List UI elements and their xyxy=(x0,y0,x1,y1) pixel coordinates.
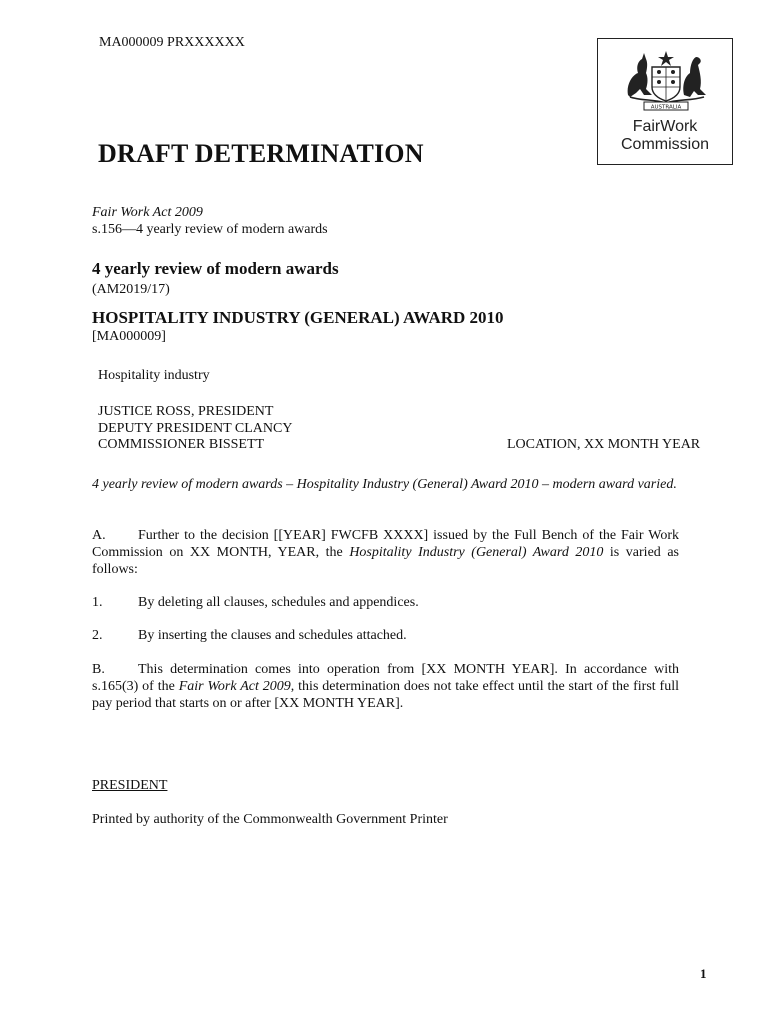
logo-name-line2: Commission xyxy=(620,136,709,153)
paragraph-1 xyxy=(92,594,679,611)
section-reference: s.156—4 yearly review of modern awards xyxy=(92,222,328,237)
paragraph-b xyxy=(92,661,679,712)
paragraph-text: By inserting the clauses and schedules attached. xyxy=(138,628,407,643)
award-name-italic: Hospitality Industry (General) Award 2010 xyxy=(349,545,604,560)
logo-name-line1: FairWork xyxy=(632,118,698,135)
paragraph-text: , this determination does not take effect until the start of the first full pay period that starts on or after [XX MONTH YEAR]. xyxy=(92,679,679,711)
paragraph-text: This determination comes into operation from [XX MONTH YEAR]. In accordance with s.165(3) of the xyxy=(92,662,679,694)
document-code: MA000009 PRXXXXXX xyxy=(99,35,245,50)
paragraph-a xyxy=(92,527,679,578)
act-name-italic: Fair Work Act 2009 xyxy=(178,679,291,694)
award-code: [MA000009] xyxy=(92,329,166,344)
coat-of-arms-icon xyxy=(622,49,710,111)
bench-members xyxy=(98,404,292,454)
paragraph-label: B. xyxy=(92,662,105,677)
bench-member: COMMISSIONER BISSETT xyxy=(98,437,265,452)
printed-by: Printed by authority of the Commonwealth Government Printer xyxy=(92,812,448,827)
document-title: DRAFT DETERMINATION xyxy=(98,139,424,168)
paragraph-label: 1. xyxy=(92,595,103,610)
bench-member: JUSTICE ROSS, PRESIDENT xyxy=(98,404,274,419)
paragraph-2 xyxy=(92,627,679,644)
review-title: 4 yearly review of modern awards xyxy=(92,259,339,278)
bench-member: DEPUTY PRESIDENT CLANCY xyxy=(98,420,293,436)
matter-number: (AM2019/17) xyxy=(92,282,170,297)
fair-work-commission-logo xyxy=(597,38,733,165)
paragraph-label: A. xyxy=(92,528,106,543)
paragraph-label: 2. xyxy=(92,628,103,643)
seal-text: AUSTRALIA xyxy=(650,104,682,111)
paragraph-text: is varied as follows: xyxy=(92,545,679,577)
signature-line: PRESIDENT xyxy=(92,778,168,793)
act-reference: Fair Work Act 2009 xyxy=(92,205,203,220)
industry: Hospitality industry xyxy=(98,368,210,383)
award-title: HOSPITALITY INDUSTRY (GENERAL) AWARD 2010 xyxy=(92,308,504,327)
catchwords: 4 yearly review of modern awards – Hospitality Industry (General) Award 2010 – modern award varied. xyxy=(92,477,677,492)
paragraph-text: By deleting all clauses, schedules and appendices. xyxy=(138,595,419,610)
paragraph-text: Further to the decision [[YEAR] FWCFB XXXX] issued by the Full Bench of the Fair Work Commission on XX MONTH, YEAR, the xyxy=(92,528,679,560)
page-number: 1 xyxy=(700,966,707,981)
location-date: LOCATION, XX MONTH YEAR xyxy=(507,437,701,452)
